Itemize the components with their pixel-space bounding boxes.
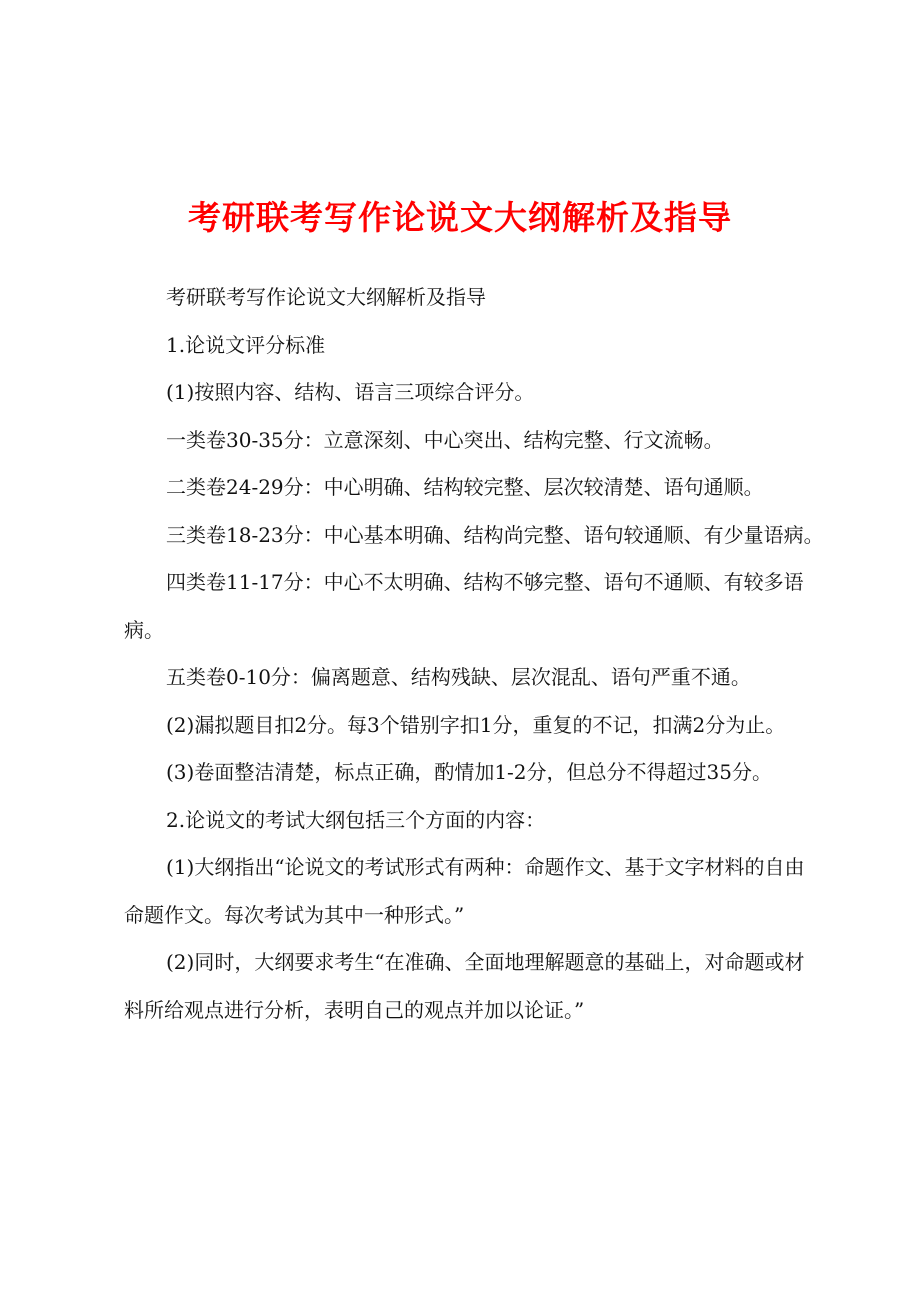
paragraph-scoring-basis: (1)按照内容、结构、语言三项综合评分。 [166, 380, 535, 404]
paragraph-section-2-title: 2.论说文的考试大纲包括三个方面的内容： [166, 807, 546, 832]
paragraph-grade-4: 四类卷11-17分：中心不太明确、结构不够完整、语句不通顺、有较多语病。 [124, 570, 804, 642]
paragraph-heading: 考研联考写作论说文大纲解析及指导 [166, 285, 486, 309]
document-body [124, 274, 824, 1034]
paragraph-bonus: (3)卷面整洁清楚，标点正确，酌情加1-2分，但总分不得超过35分。 [166, 760, 772, 784]
paragraph-grade-5: 五类卷0-10分：偏离题意、结构残缺、层次混乱、语句严重不通。 [166, 665, 751, 689]
paragraph-grade-1: 一类卷30-35分：立意深刻、中心突出、结构完整、行文流畅。 [166, 427, 724, 452]
paragraph-grade-3: 三类卷18-23分：中心基本明确、结构尚完整、语句较通顺、有少量语病。 [166, 522, 824, 547]
paragraph-syllabus-requirement: (2)同时，大纲要求考生“在准确、全面地理解题意的基础上，对命题或材料所给观点进行分析，表明自己的观点并加以论证。” [124, 950, 805, 1022]
paragraph-section-1-title: 1.论说文评分标准 [166, 332, 326, 357]
document-title: 考研联考写作论说文大纲解析及指导 [188, 198, 732, 237]
paragraph-syllabus-form: (1)大纲指出“论说文的考试形式有两种：命题作文、基于文字材料的自由命题作文。每次考试为其中一种形式。” [124, 855, 805, 927]
paragraph-deductions: (2)漏拟题目扣2分。每3个错别字扣1分，重复的不记，扣满2分为止。 [166, 712, 786, 737]
paragraph-grade-2: 二类卷24-29分：中心明确、结构较完整、层次较清楚、语句通顺。 [166, 475, 764, 499]
